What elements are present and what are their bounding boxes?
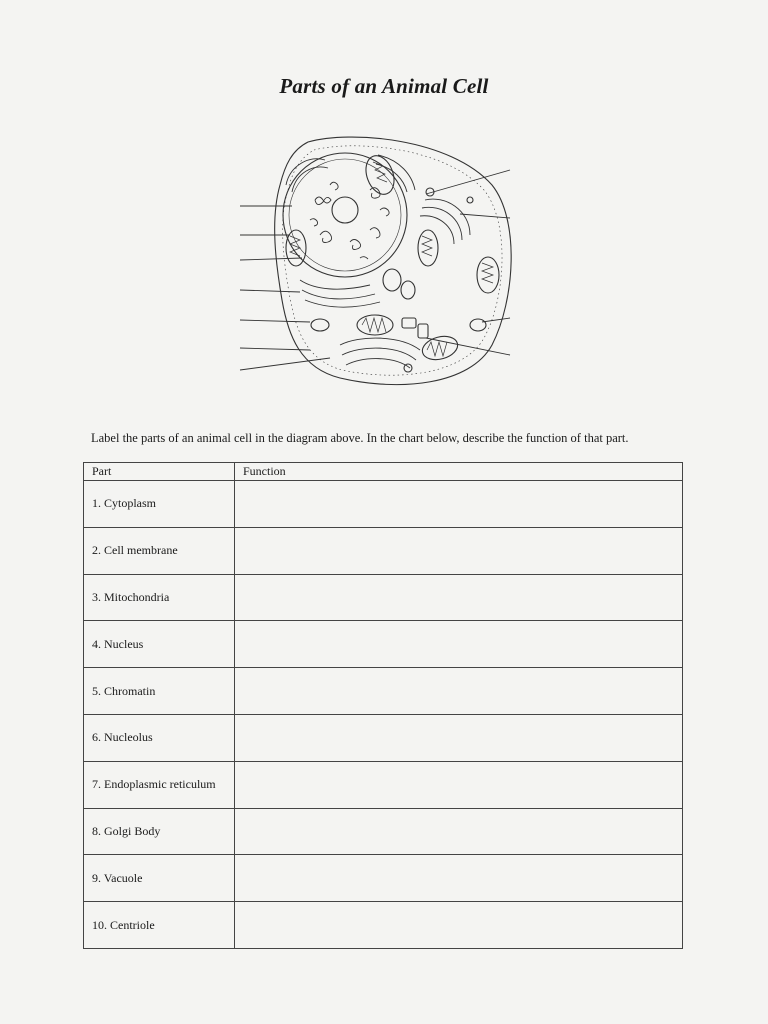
label-lines (240, 170, 510, 370)
function-cell[interactable] (235, 481, 683, 528)
nucleolus-shape (332, 197, 358, 223)
part-cell: 3. Mitochondria (84, 574, 235, 621)
part-cell: 5. Chromatin (84, 668, 235, 715)
function-cell[interactable] (235, 714, 683, 761)
table-header-row (84, 463, 683, 481)
table-row (84, 761, 683, 808)
mitochondria-shapes (286, 152, 499, 364)
table-row (84, 574, 683, 621)
instructions-text: Label the parts of an animal cell in the diagram above. In the chart below, describe the function of that part. (91, 431, 629, 445)
part-cell: 4. Nucleus (84, 621, 235, 668)
table-row (84, 808, 683, 855)
header-part: Part (84, 463, 235, 481)
part-cell: 9. Vacuole (84, 855, 235, 902)
table-row (84, 481, 683, 528)
header-function: Function (235, 463, 683, 481)
table-row (84, 527, 683, 574)
page-title: Parts of an Animal Cell (279, 74, 489, 98)
table-row (84, 855, 683, 902)
animal-cell-diagram (230, 130, 520, 400)
table-row (84, 902, 683, 949)
centriole-shape (402, 318, 428, 338)
function-cell[interactable] (235, 855, 683, 902)
function-cell[interactable] (235, 574, 683, 621)
part-cell: 2. Cell membrane (84, 527, 235, 574)
function-cell[interactable] (235, 668, 683, 715)
part-cell: 8. Golgi Body (84, 808, 235, 855)
function-cell[interactable] (235, 527, 683, 574)
table-row (84, 621, 683, 668)
table-row (84, 668, 683, 715)
function-cell[interactable] (235, 902, 683, 949)
part-cell: 1. Cytoplasm (84, 481, 235, 528)
function-cell[interactable] (235, 621, 683, 668)
table-row (84, 714, 683, 761)
function-cell[interactable] (235, 808, 683, 855)
parts-function-table (83, 462, 683, 949)
part-cell: 10. Centriole (84, 902, 235, 949)
chromatin-marks (310, 182, 389, 259)
part-cell: 6. Nucleolus (84, 714, 235, 761)
function-cell[interactable] (235, 761, 683, 808)
endoplasmic-reticulum-shape (286, 155, 415, 307)
part-cell: 7. Endoplasmic reticulum (84, 761, 235, 808)
